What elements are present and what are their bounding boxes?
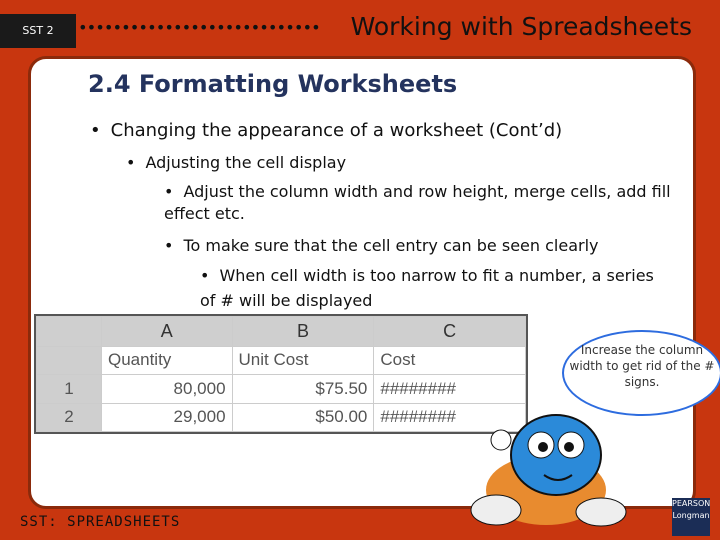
bullet-level3: • Adjust the column width and row height, merge cells, add fill effect etc. <box>164 182 671 223</box>
publisher-logo: PEARSON Longman <box>672 498 710 536</box>
bullet-level1: • Changing the appearance of a worksheet (Cont’d) <box>90 120 563 141</box>
cell: 80,000 <box>102 375 233 403</box>
bullet-level2: • Adjusting the cell display <box>126 153 347 172</box>
cell: Quantity <box>102 346 233 374</box>
cell: Cost <box>374 346 526 374</box>
column-header: A <box>102 317 233 347</box>
column-header: B <box>232 317 374 347</box>
table-row <box>37 346 526 374</box>
column-header-row <box>37 317 526 347</box>
column-header: C <box>374 317 526 347</box>
cartoon-character <box>466 400 636 530</box>
cell: $75.50 <box>232 375 374 403</box>
dotted-divider: •••••••••••••••••••••••••••• <box>78 18 320 37</box>
row-header: 1 <box>37 375 102 403</box>
section-label: SST 2 <box>0 14 76 48</box>
table-row <box>37 403 526 431</box>
corner-cell <box>37 317 102 347</box>
bullet-level4: • When cell width is too narrow to fit a number, a series of # will be displayed <box>200 266 654 310</box>
footer-label: SST: SPREADSHEETS <box>20 514 181 530</box>
bullet-level3: • To make sure that the cell entry can be seen clearly <box>164 236 599 255</box>
cell: ######## <box>374 375 526 403</box>
cell: Unit Cost <box>232 346 374 374</box>
cell: ######## <box>374 403 526 431</box>
speech-bubble: Increase the column width to get rid of the # signs. <box>562 330 720 416</box>
header-title: Working with Spreadsheets <box>350 12 692 41</box>
slide-title: 2.4 Formatting Worksheets <box>88 70 458 98</box>
spreadsheet-example <box>34 314 528 434</box>
row-header: 2 <box>37 403 102 431</box>
cell: $50.00 <box>232 403 374 431</box>
cell: 29,000 <box>102 403 233 431</box>
table-row <box>37 375 526 403</box>
row-header <box>37 346 102 374</box>
